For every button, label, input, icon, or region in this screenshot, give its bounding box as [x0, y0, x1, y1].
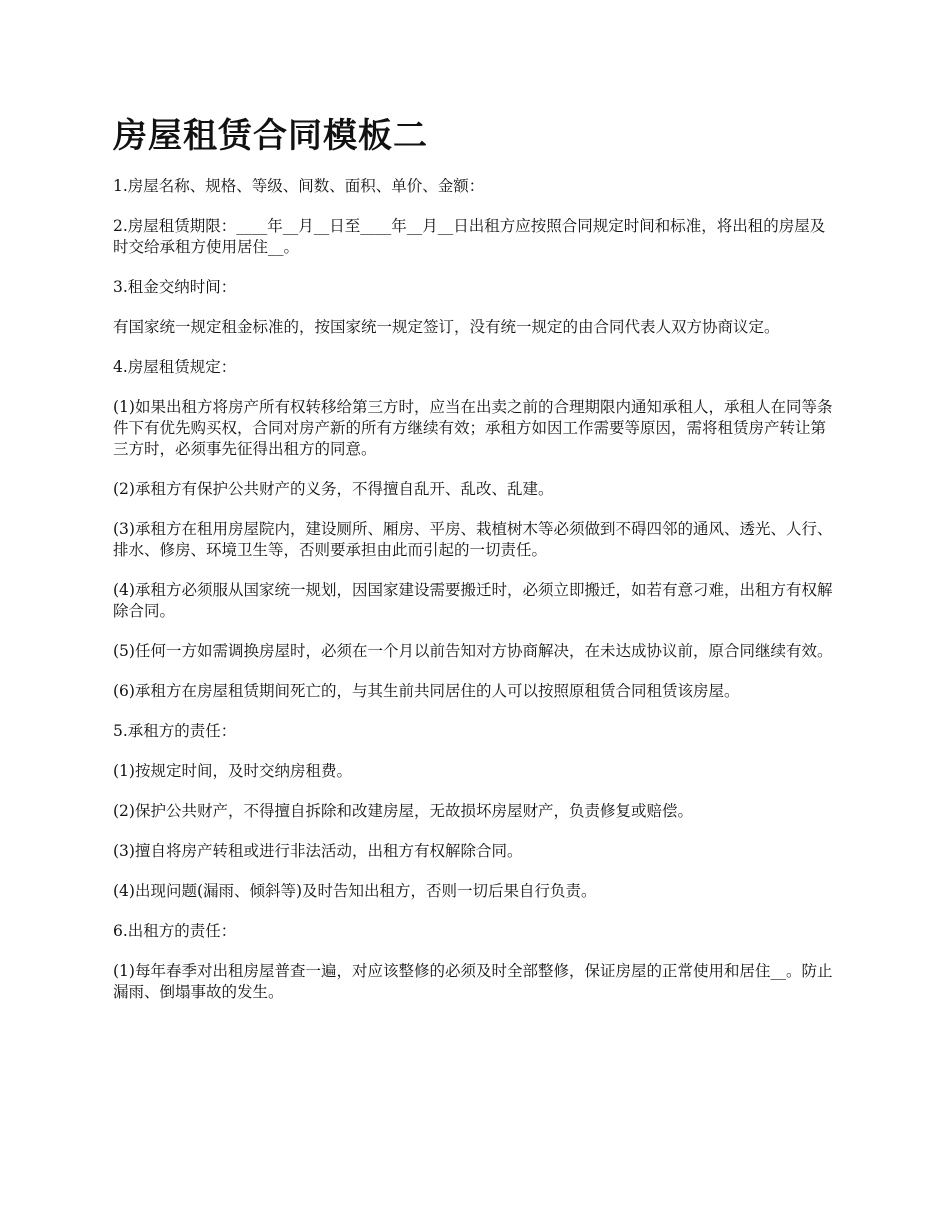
paragraph-rule-4: (4)承租方必须服从国家统一规划，因国家建设需要搬迁时，必须立即搬迁，如若有意刁难，出租方有权解除合同。	[113, 581, 833, 620]
paragraph-rule-6: (6)承租方在房屋租赁期间死亡的，与其生前共同居住的人可以按照原租赁合同租赁该房屋。	[113, 682, 740, 700]
document-title: 房屋租赁合同模板二	[113, 116, 428, 156]
paragraph-1-title-item: 1.房屋名称、规格、等级、间数、面积、单价、金额：	[113, 177, 485, 195]
document-page	[113, 110, 838, 1022]
paragraph-rule-1: (1)如果出租方将房产所有权转移给第三方时，应当在出卖之前的合理期限内通知承租人，承租人在同等条件下有优先购买权，合同对房产新的所有方继续有效；承租方如因工作需要等原因，需将租赁房产转让第三方时，必须事先征得出租方的同意。	[113, 398, 833, 458]
paragraph-lessee-duty-1: (1)按规定时间，及时交纳房租费。	[113, 762, 352, 780]
paragraph-rule-3: (3)承租方在租用房屋院内，建设厕所、厢房、平房、栽植树木等必须做到不碍四邻的通风、透光、人行、排水、修房、环境卫生等，否则要承担由此而引起的一切责任。	[113, 520, 833, 559]
paragraph-rent-standard: 有国家统一规定租金标准的，按国家统一规定签订，没有统一规定的由合同代表人双方协商议定。	[113, 318, 780, 336]
paragraph-4-lease-rules: 4.房屋租赁规定：	[113, 358, 237, 376]
paragraph-lessor-duty-1: (1)每年春季对出租房屋普查一遍，对应该整修的必须及时全部整修，保证房屋的正常使用和居住__。防止漏雨、倒塌事故的发生。	[113, 962, 833, 1001]
paragraph-rule-5: (5)任何一方如需调换房屋时，必须在一个月以前告知对方协商解决，在未达成协议前，原合同继续有效。	[113, 642, 833, 660]
paragraph-lessee-duty-4: (4)出现问题(漏雨、倾斜等)及时告知出租方，否则一切后果自行负责。	[113, 882, 597, 900]
paragraph-lessee-duty-3: (3)擅自将房产转租或进行非法活动，出租方有权解除合同。	[113, 842, 523, 860]
paragraph-6-lessor-duties: 6.出租方的责任：	[113, 922, 237, 940]
paragraph-lessee-duty-2: (2)保护公共财产，不得擅自拆除和改建房屋，无故损坏房屋财产，负责修复或赔偿。	[113, 802, 693, 820]
paragraph-3-rent-payment-time: 3.租金交纳时间：	[113, 278, 237, 296]
paragraph-rule-2: (2)承租方有保护公共财产的义务，不得擅自乱开、乱改、乱建。	[113, 480, 554, 498]
paragraph-5-lessee-duties: 5.承租方的责任：	[113, 722, 237, 740]
paragraph-2-lease-term: 2.房屋租赁期限：____年__月__日至____年__月__日出租方应按照合同规定时间和标准，将出租的房屋及时交给承租方使用居住__。	[113, 217, 826, 256]
